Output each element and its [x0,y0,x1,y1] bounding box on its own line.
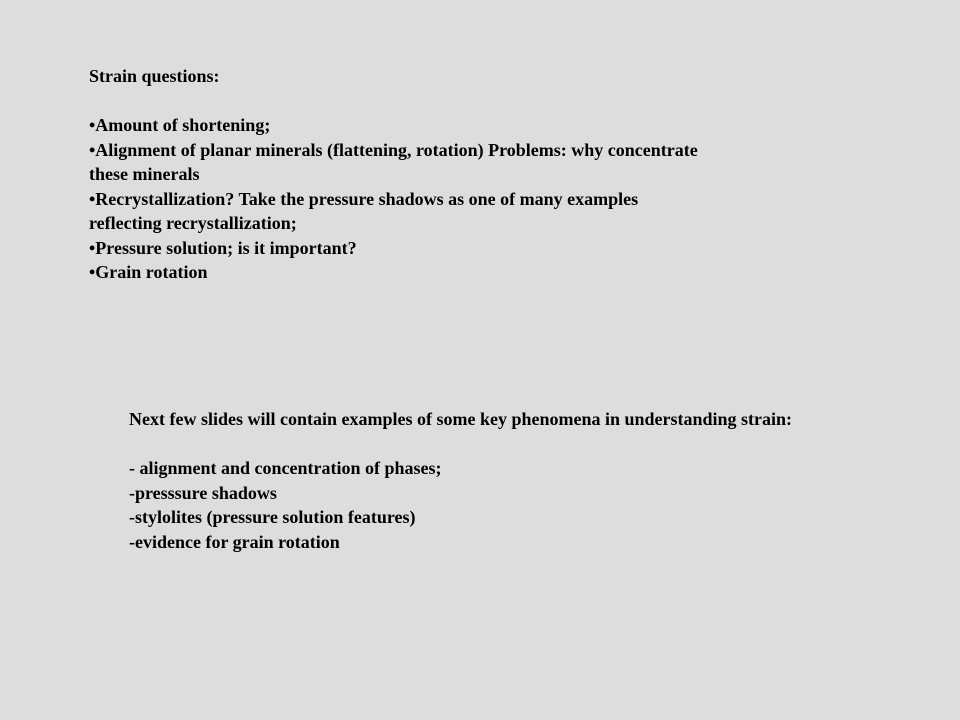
next-slides-intro: Next few slides will contain examples of some key phenomena in understanding strain: [129,409,793,429]
bullet-alignment-planar-minerals: •Alignment of planar minerals (flattening, rotation) Problems: why concentrate [89,139,698,160]
item-stylolites: -stylolites (pressure solution features) [129,507,416,527]
strain-questions-block [89,64,698,285]
bullet-amount-of-shortening: •Amount of shortening; [89,115,271,135]
spacer [89,89,698,114]
item-grain-rotation-evidence: -evidence for grain rotation [129,531,340,552]
bullet-grain-rotation: •Grain rotation [89,262,208,282]
strain-questions-title: Strain questions: [89,66,220,86]
spacer [129,432,792,457]
bullet-recrystallization: •Recrystallization? Take the pressure shadows as one of many examples [89,188,639,209]
next-slides-block [129,407,792,554]
item-pressure-shadows: -presssure shadows [129,482,277,503]
bullet-recrystallization-continuation: reflecting recrystallization; [89,213,297,233]
bullet-pressure-solution: •Pressure solution; is it important? [89,237,357,258]
item-alignment-concentration: - alignment and concentration of phases; [129,458,442,478]
bullet-alignment-continuation: these minerals [89,164,200,184]
